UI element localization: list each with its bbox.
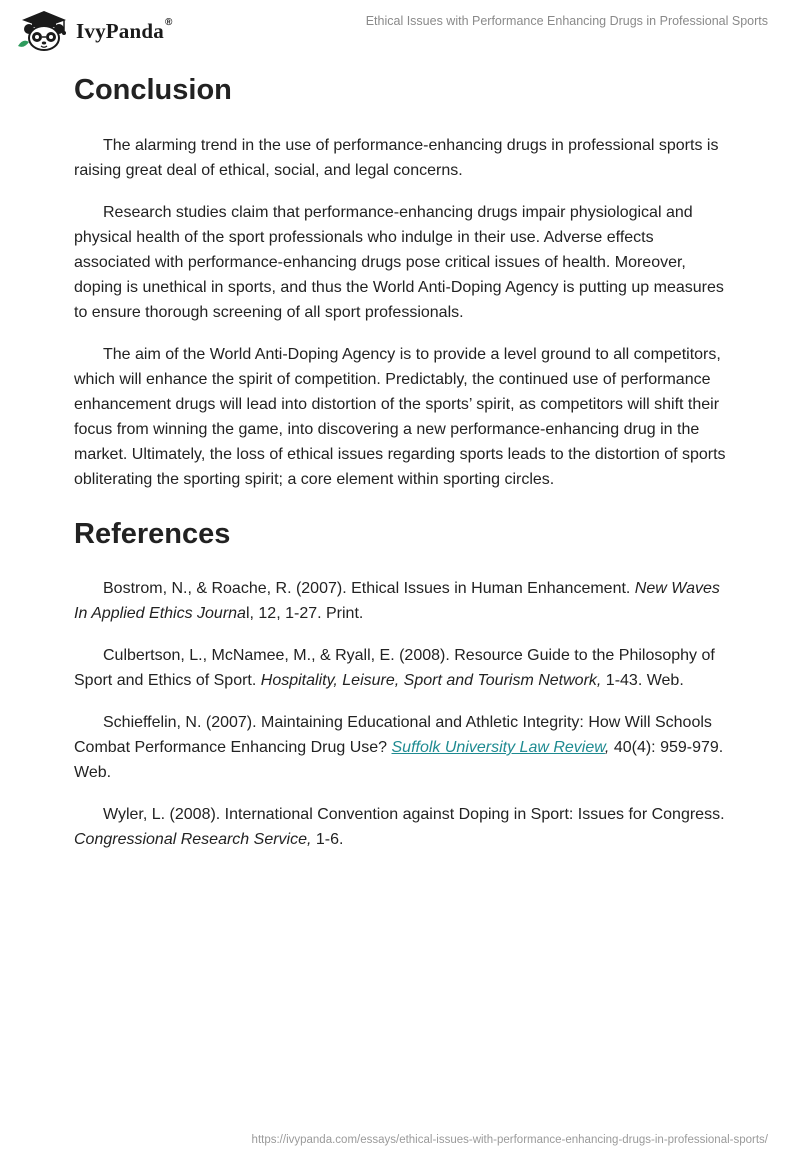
reference-details: 1-43. Web. <box>601 672 684 689</box>
reference-text: Bostrom, N., & Roache, R. (2007). Ethical Issues in Human Enhancement. <box>103 580 635 597</box>
reference-details: 1-6. <box>311 831 344 848</box>
reference-source: New Waves In Applied Ethics Journa <box>74 580 720 622</box>
reference-details: l, 12, 1-27. Print. <box>245 605 364 622</box>
reference-text: Culbertson, L., McNamee, M., & Ryall, E. (2008). Resource Guide to the Philosophy of Sport and Ethics of Sport. <box>74 647 715 689</box>
suffolk-law-review-link[interactable]: Suffolk University Law Review <box>391 739 605 756</box>
panda-graduate-icon <box>14 8 70 52</box>
reference-source: Hospitality, Leisure, Sport and Tourism Network, <box>260 672 602 689</box>
references-section <box>74 514 734 852</box>
footer-url: https://ivypanda.com/essays/ethical-issues-with-performance-enhancing-drugs-in-professional-sports/ <box>251 1134 768 1146</box>
conclusion-paragraph-2: Research studies claim that performance-enhancing drugs impair physiological and physical health of the sport professionals who indulge in their use. Adverse effects associated with performance-enhancing drugs pose critical issues of health. Moreover, doping is unethical in sports, and thus the World Anti-Doping Agency is putting up measures to ensure thorough screening of all sport professionals. <box>74 204 724 321</box>
essay-content <box>74 70 734 869</box>
reference-item <box>74 643 734 693</box>
reference-text: Schieffelin, N. (2007). Maintaining Educational and Athletic Integrity: How Will Schools Combat Performance Enhancing Drug Use? <box>74 714 712 756</box>
reference-item <box>74 576 734 626</box>
conclusion-heading: Conclusion <box>74 74 232 106</box>
document-title: Ethical Issues with Performance Enhancing Drugs in Professional Sports <box>365 14 768 28</box>
reference-details: 40(4): 959-979. Web. <box>74 739 724 781</box>
conclusion-paragraph-1: The alarming trend in the use of performance-enhancing drugs in professional sports is raising great deal of ethical, social, and legal concerns. <box>74 137 719 179</box>
reference-punctuation: , <box>604 739 610 756</box>
ivypanda-logo[interactable] <box>14 8 173 52</box>
reference-item <box>74 710 734 785</box>
references-heading: References <box>74 518 231 550</box>
reference-source: Congressional Research Service, <box>74 831 312 848</box>
conclusion-section <box>74 70 734 492</box>
conclusion-paragraph-3: The aim of the World Anti-Doping Agency is to provide a level ground to all competitors, which will enhance the spirit of competition. Predictably, the continued use of performance enhancement drugs will lead into distortion of the sports’ spirit, as competitors will shift their focus from winning the game, into discovering a new performance-enhancing drug in the market. Ultimately, the loss of ethical issues regarding sports leads to the distortion of sports obliterating the sporting spirit; a core element within sporting circles. <box>74 346 726 488</box>
registered-mark: ® <box>164 16 173 28</box>
brand-name: IvyPanda® <box>76 16 173 43</box>
reference-text: Wyler, L. (2008). International Convention against Doping in Sport: Issues for Congress. <box>103 806 725 823</box>
reference-item <box>74 802 734 852</box>
